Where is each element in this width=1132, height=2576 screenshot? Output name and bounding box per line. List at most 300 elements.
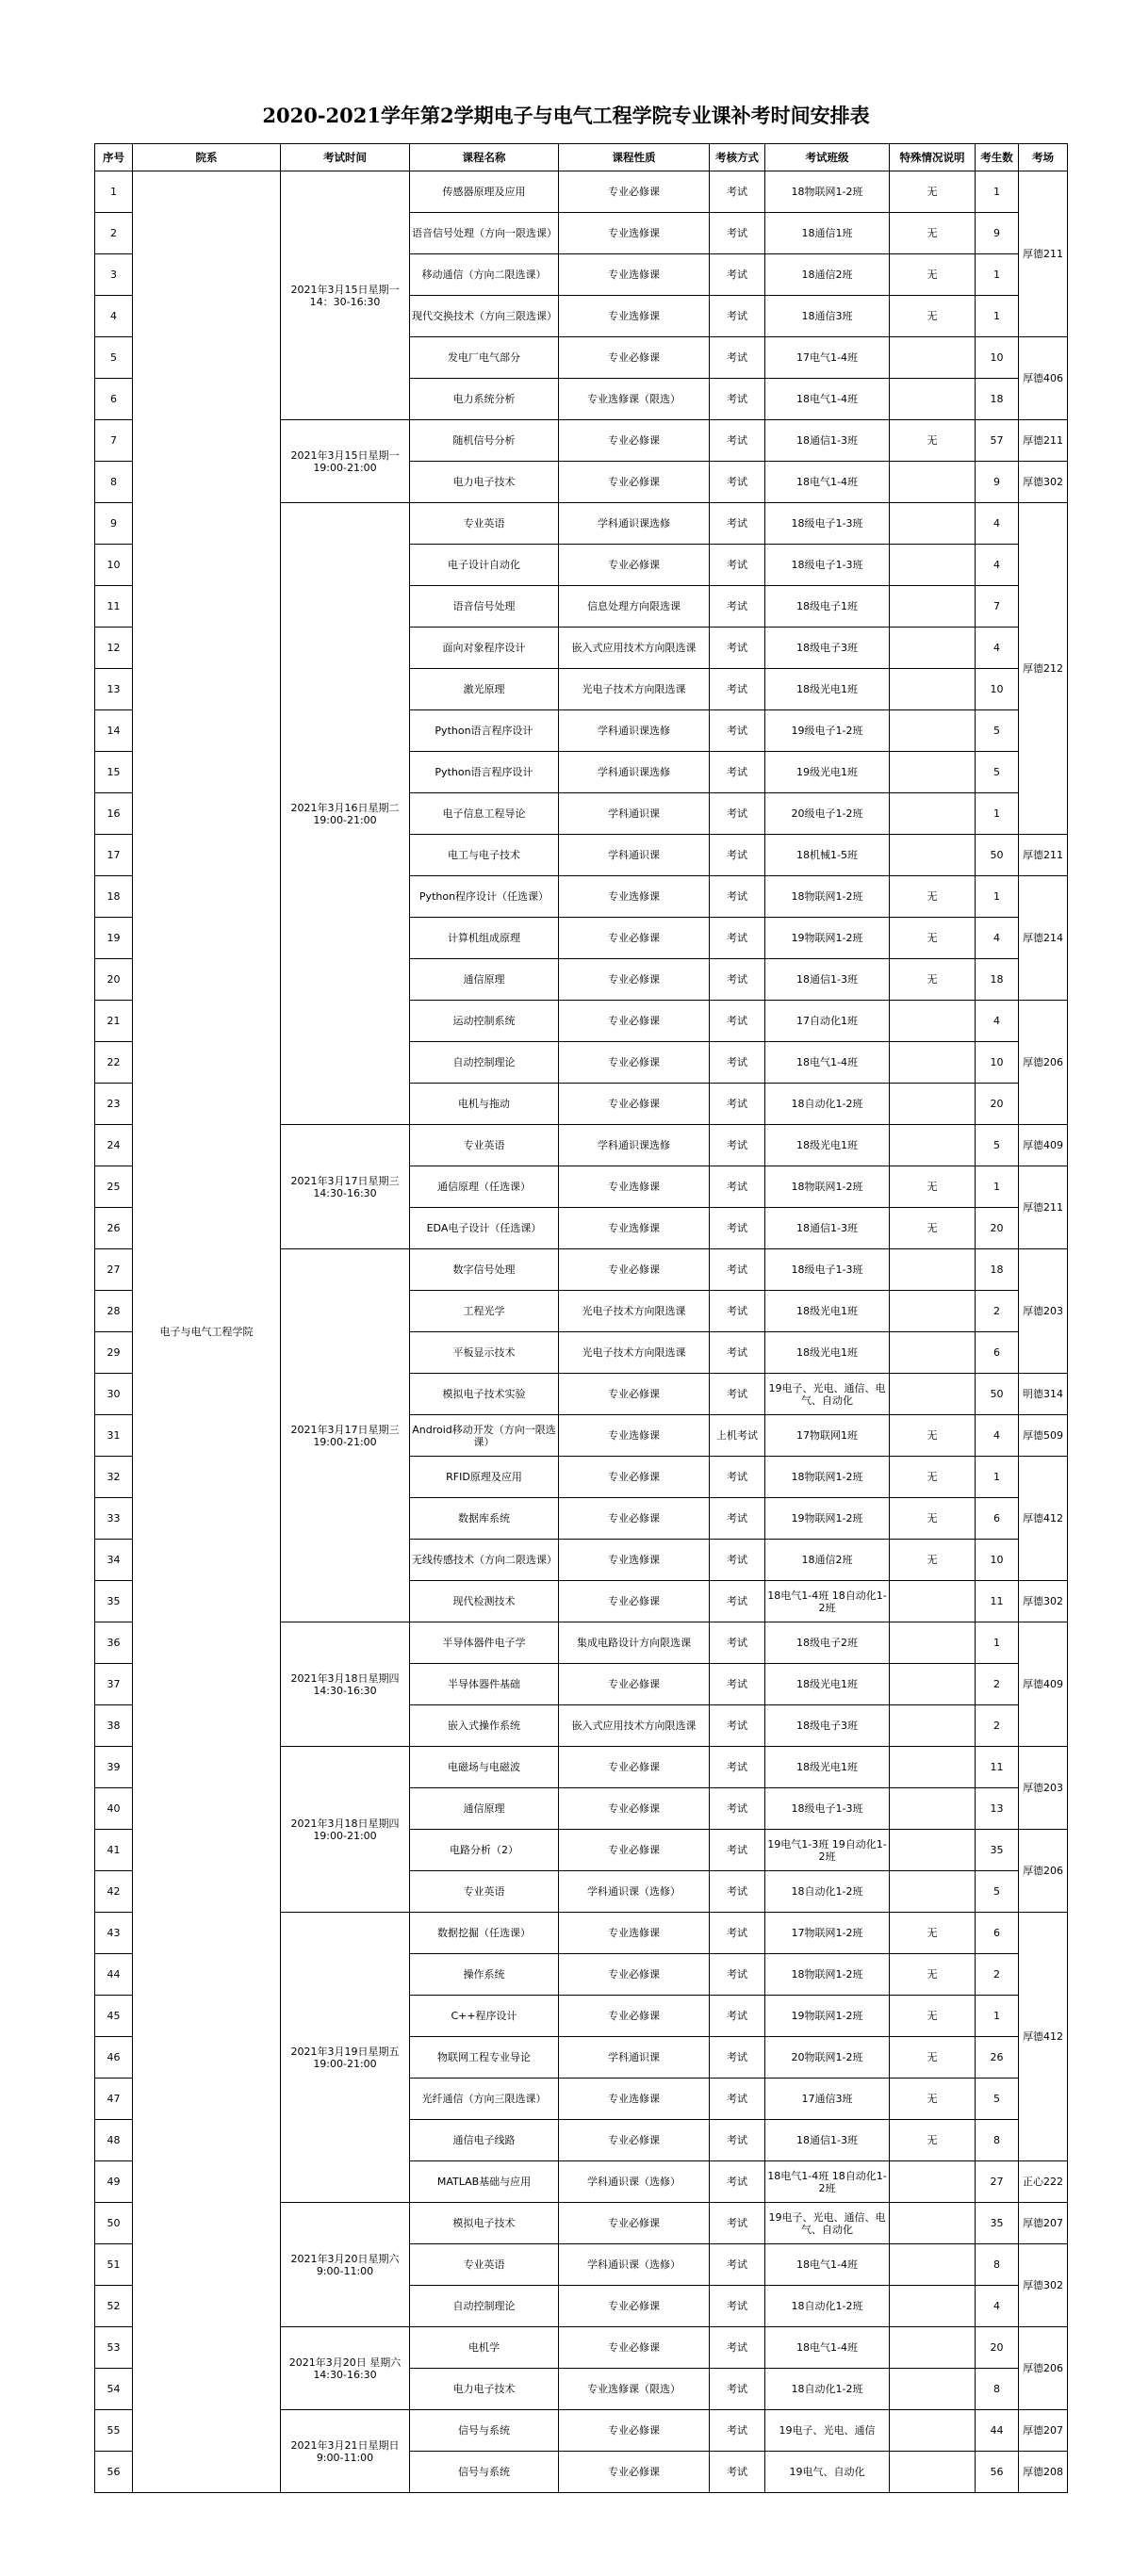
special-note [890,2161,976,2203]
exam-room: 正心222 [1019,2161,1068,2203]
row-index: 10 [95,545,133,586]
course-type: 专业必修课 [559,2286,710,2327]
exam-class: 18级电子1-3班 [765,1249,890,1291]
course-name: MATLAB基础与应用 [410,2161,559,2203]
exam-time-cell: 2021年3月18日星期四 14:30-16:30 [281,1622,410,1747]
row-index: 37 [95,1664,133,1705]
special-note: 无 [890,213,976,254]
special-note [890,628,976,669]
course-name: C++程序设计 [410,1996,559,2037]
exam-class: 20物联网1-2班 [765,2037,890,2079]
student-count: 10 [976,1540,1019,1581]
exam-mode: 考试 [710,545,765,586]
exam-mode: 考试 [710,254,765,296]
row-index: 16 [95,793,133,835]
special-note [890,1249,976,1291]
header-time: 考试时间 [281,144,410,171]
student-count: 5 [976,710,1019,752]
course-type: 专业选修课 [559,876,710,918]
header-class: 考试班级 [765,144,890,171]
exam-mode: 考试 [710,1332,765,1374]
exam-mode: 考试 [710,337,765,379]
special-note: 无 [890,171,976,213]
special-note [890,1747,976,1788]
row-index: 13 [95,669,133,710]
row-index: 50 [95,2203,133,2244]
header-course: 课程名称 [410,144,559,171]
special-note [890,1125,976,1166]
course-type: 学科通识课（选修） [559,2161,710,2203]
exam-room: 厚德206 [1019,2327,1068,2410]
exam-time-cell: 2021年3月16日星期二 19:00-21:00 [281,503,410,1125]
course-type: 专业选修课 [559,2079,710,2120]
course-name: EDA电子设计（任选课） [410,1208,559,1249]
course-type: 专业必修课 [559,959,710,1001]
exam-class: 18物联网1-2班 [765,1954,890,1996]
table-row [95,171,1068,213]
student-count: 5 [976,2079,1019,2120]
student-count: 8 [976,2244,1019,2286]
exam-class: 18自动化1-2班 [765,1871,890,1913]
row-index: 22 [95,1042,133,1084]
course-type: 专业必修课 [559,171,710,213]
course-name: 信号与系统 [410,2452,559,2493]
exam-mode: 考试 [710,876,765,918]
row-index: 53 [95,2327,133,2369]
row-index: 25 [95,1166,133,1208]
exam-mode: 考试 [710,1457,765,1498]
special-note: 无 [890,1540,976,1581]
row-index: 51 [95,2244,133,2286]
exam-class: 18级电子1班 [765,586,890,628]
student-count: 2 [976,1954,1019,1996]
exam-mode: 考试 [710,1830,765,1871]
student-count: 1 [976,1622,1019,1664]
exam-class: 19电子、光电、通信、电气、自动化 [765,2203,890,2244]
special-note: 无 [890,254,976,296]
header-room: 考场 [1019,144,1068,171]
course-name: 通信原理 [410,959,559,1001]
special-note [890,462,976,503]
course-name: 电机学 [410,2327,559,2369]
exam-time-cell: 2021年3月15日星期一 19:00-21:00 [281,420,410,503]
student-count: 50 [976,835,1019,876]
row-index: 29 [95,1332,133,1374]
course-name: 运动控制系统 [410,1001,559,1042]
row-index: 44 [95,1954,133,1996]
exam-time-cell: 2021年3月17日星期三 19:00-21:00 [281,1249,410,1622]
special-note [890,793,976,835]
student-count: 6 [976,1332,1019,1374]
row-index: 21 [95,1001,133,1042]
row-index: 7 [95,420,133,462]
student-count: 4 [976,545,1019,586]
row-index: 55 [95,2410,133,2452]
course-type: 专业选修课 [559,1415,710,1457]
exam-mode: 考试 [710,1125,765,1166]
course-type: 信息处理方向限选课 [559,586,710,628]
special-note: 无 [890,959,976,1001]
student-count: 20 [976,1208,1019,1249]
exam-room: 厚德211 [1019,420,1068,462]
row-index: 18 [95,876,133,918]
special-note [890,1332,976,1374]
exam-room: 厚德207 [1019,2203,1068,2244]
course-name: 嵌入式操作系统 [410,1705,559,1747]
row-index: 15 [95,752,133,793]
exam-mode: 考试 [710,1001,765,1042]
row-index: 11 [95,586,133,628]
student-count: 2 [976,1705,1019,1747]
header-dept: 院系 [133,144,281,171]
course-type: 学科通识课（选修） [559,1871,710,1913]
row-index: 54 [95,2369,133,2410]
exam-class: 18级光电1班 [765,1664,890,1705]
course-type: 专业必修课 [559,1954,710,1996]
student-count: 5 [976,752,1019,793]
course-name: 自动控制理论 [410,1042,559,1084]
exam-mode: 考试 [710,1622,765,1664]
exam-room: 厚德302 [1019,1581,1068,1622]
course-type: 专业选修课 [559,1208,710,1249]
course-type: 专业必修课 [559,545,710,586]
row-index: 5 [95,337,133,379]
row-index: 26 [95,1208,133,1249]
special-note [890,545,976,586]
special-note: 无 [890,2037,976,2079]
course-type: 学科通识课选修 [559,752,710,793]
exam-class: 17自动化1班 [765,1001,890,1042]
student-count: 10 [976,669,1019,710]
course-name: 激光原理 [410,669,559,710]
row-index: 41 [95,1830,133,1871]
course-name: 移动通信（方向二限选课） [410,254,559,296]
exam-mode: 考试 [710,2286,765,2327]
course-type: 学科通识课选修 [559,710,710,752]
special-note [890,503,976,545]
exam-mode: 考试 [710,1291,765,1332]
exam-class: 18级光电1班 [765,669,890,710]
student-count: 11 [976,1581,1019,1622]
exam-mode: 考试 [710,752,765,793]
exam-class: 18电气1-4班 18自动化1-2班 [765,1581,890,1622]
exam-mode: 考试 [710,628,765,669]
exam-room: 厚德208 [1019,2452,1068,2493]
course-type: 学科通识课选修 [559,503,710,545]
exam-mode: 考试 [710,1540,765,1581]
course-name: 模拟电子技术实验 [410,1374,559,1415]
exam-room: 厚德206 [1019,1001,1068,1125]
exam-class: 18电气1-4班 [765,2327,890,2369]
exam-mode: 考试 [710,503,765,545]
row-index: 3 [95,254,133,296]
exam-time-cell: 2021年3月19日星期五 19:00-21:00 [281,1913,410,2203]
course-name: 语音信号处理（方向一限选课） [410,213,559,254]
special-note [890,586,976,628]
special-note [890,379,976,420]
student-count: 10 [976,337,1019,379]
student-count: 1 [976,171,1019,213]
course-name: 电力电子技术 [410,2369,559,2410]
student-count: 27 [976,2161,1019,2203]
exam-mode: 考试 [710,213,765,254]
exam-class: 17物联网1-2班 [765,1913,890,1954]
special-note: 无 [890,296,976,337]
row-index: 17 [95,835,133,876]
exam-time-cell: 2021年3月20日星期六 9:00-11:00 [281,2203,410,2327]
exam-class: 18自动化1-2班 [765,2369,890,2410]
course-name: 通信电子线路 [410,2120,559,2161]
row-index: 28 [95,1291,133,1332]
course-name: 通信原理（任选课） [410,1166,559,1208]
exam-mode: 考试 [710,2120,765,2161]
course-name: 数据库系统 [410,1498,559,1540]
row-index: 8 [95,462,133,503]
row-index: 30 [95,1374,133,1415]
special-note [890,337,976,379]
exam-mode: 考试 [710,1996,765,2037]
course-name: 工程光学 [410,1291,559,1332]
exam-class: 18自动化1-2班 [765,2286,890,2327]
course-type: 专业必修课 [559,1747,710,1788]
exam-class: 18自动化1-2班 [765,1084,890,1125]
exam-room: 厚德406 [1019,337,1068,420]
student-count: 1 [976,296,1019,337]
course-name: 信号与系统 [410,2410,559,2452]
exam-mode: 考试 [710,669,765,710]
course-type: 专业必修课 [559,1996,710,2037]
course-name: Android移动开发（方向一限选课） [410,1415,559,1457]
special-note [890,2203,976,2244]
special-note [890,2327,976,2369]
course-name: 通信原理 [410,1788,559,1830]
course-type: 专业选修课 [559,213,710,254]
course-name: 专业英语 [410,503,559,545]
exam-class: 19级电子1-2班 [765,710,890,752]
exam-room: 厚德203 [1019,1249,1068,1374]
course-name: 现代交换技术（方向三限选课） [410,296,559,337]
special-note [890,2452,976,2493]
exam-room: 厚德412 [1019,1457,1068,1581]
course-type: 专业必修课 [559,2120,710,2161]
course-name: 无线传感技术（方向二限选课） [410,1540,559,1581]
exam-mode: 考试 [710,2079,765,2120]
course-type: 集成电路设计方向限选课 [559,1622,710,1664]
course-type: 专业选修课 [559,1166,710,1208]
exam-class: 18级电子2班 [765,1622,890,1664]
exam-class: 18级光电1班 [765,1291,890,1332]
exam-mode: 考试 [710,296,765,337]
student-count: 1 [976,793,1019,835]
student-count: 35 [976,1830,1019,1871]
exam-time-cell: 2021年3月18日星期四 19:00-21:00 [281,1747,410,1913]
course-name: 现代检测技术 [410,1581,559,1622]
special-note [890,2369,976,2410]
exam-class: 18通信2班 [765,254,890,296]
exam-class: 18通信3班 [765,296,890,337]
course-type: 专业必修课 [559,2203,710,2244]
exam-room: 厚德509 [1019,1415,1068,1457]
course-name: 自动控制理论 [410,2286,559,2327]
course-type: 专业必修课 [559,1042,710,1084]
course-type: 专业必修课 [559,1830,710,1871]
special-note [890,1084,976,1125]
student-count: 13 [976,1788,1019,1830]
exam-mode: 考试 [710,2203,765,2244]
exam-mode: 考试 [710,835,765,876]
course-type: 专业必修课 [559,420,710,462]
course-name: 语音信号处理 [410,586,559,628]
course-name: 电力电子技术 [410,462,559,503]
student-count: 1 [976,1166,1019,1208]
special-note [890,669,976,710]
course-name: Python程序设计（任选课） [410,876,559,918]
course-type: 学科通识课选修 [559,1125,710,1166]
exam-class: 18通信1-3班 [765,420,890,462]
special-note: 无 [890,2120,976,2161]
student-count: 4 [976,2286,1019,2327]
student-count: 6 [976,1498,1019,1540]
course-name: 电机与拖动 [410,1084,559,1125]
course-name: 数据挖掘（任选课） [410,1913,559,1954]
student-count: 50 [976,1374,1019,1415]
row-index: 56 [95,2452,133,2493]
course-type: 专业必修课 [559,2452,710,2493]
exam-class: 18电气1-4班 [765,462,890,503]
course-name: Python语言程序设计 [410,752,559,793]
student-count: 10 [976,1042,1019,1084]
course-name: 面向对象程序设计 [410,628,559,669]
course-type: 光电子技术方向限选课 [559,1332,710,1374]
row-index: 45 [95,1996,133,2037]
exam-mode: 考试 [710,2327,765,2369]
special-note [890,2410,976,2452]
exam-mode: 考试 [710,1581,765,1622]
course-type: 嵌入式应用技术方向限选课 [559,1705,710,1747]
row-index: 27 [95,1249,133,1291]
course-name: 电子信息工程导论 [410,793,559,835]
exam-class: 18物联网1-2班 [765,876,890,918]
exam-class: 18通信1班 [765,213,890,254]
exam-class: 19物联网1-2班 [765,1498,890,1540]
row-index: 24 [95,1125,133,1166]
student-count: 4 [976,918,1019,959]
exam-class: 19电子、光电、通信、电气、自动化 [765,1374,890,1415]
special-note [890,1581,976,1622]
course-name: 半导体器件基础 [410,1664,559,1705]
exam-class: 18通信1-3班 [765,2120,890,2161]
row-index: 34 [95,1540,133,1581]
exam-class: 18电气1-4班 [765,379,890,420]
exam-mode: 考试 [710,1747,765,1788]
student-count: 56 [976,2452,1019,2493]
exam-room: 厚德207 [1019,2410,1068,2452]
student-count: 9 [976,462,1019,503]
exam-class: 19电气、自动化 [765,2452,890,2493]
course-type: 专业必修课 [559,1457,710,1498]
page-title: 2020-2021学年第2学期电子与电气工程学院专业课补考时间安排表 [262,104,870,127]
row-index: 9 [95,503,133,545]
row-index: 1 [95,171,133,213]
row-index: 40 [95,1788,133,1830]
course-name: 电子设计自动化 [410,545,559,586]
special-note [890,1788,976,1830]
student-count: 20 [976,1084,1019,1125]
exam-class: 19级光电1班 [765,752,890,793]
student-count: 4 [976,503,1019,545]
course-name: 平板显示技术 [410,1332,559,1374]
student-count: 35 [976,2203,1019,2244]
course-type: 专业必修课 [559,2327,710,2369]
exam-class: 17电气1-4班 [765,337,890,379]
special-note [890,710,976,752]
student-count: 4 [976,1415,1019,1457]
row-index: 46 [95,2037,133,2079]
course-name: 半导体器件电子学 [410,1622,559,1664]
row-index: 48 [95,2120,133,2161]
header-type: 课程性质 [559,144,710,171]
exam-mode: 考试 [710,420,765,462]
course-type: 专业必修课 [559,1001,710,1042]
course-type: 专业必修课 [559,1374,710,1415]
course-type: 学科通识课（选修） [559,2244,710,2286]
course-type: 专业必修课 [559,462,710,503]
course-type: 学科通识课 [559,793,710,835]
special-note [890,1291,976,1332]
exam-time-cell: 2021年3月17日星期三 14:30-16:30 [281,1125,410,1249]
exam-schedule-table [94,143,1068,2493]
course-name: 电路分析（2） [410,1830,559,1871]
exam-mode: 考试 [710,2161,765,2203]
row-index: 20 [95,959,133,1001]
course-name: 操作系统 [410,1954,559,1996]
student-count: 4 [976,1001,1019,1042]
header-row [95,144,1068,171]
exam-mode: 考试 [710,1208,765,1249]
exam-class: 17通信3班 [765,2079,890,2120]
course-type: 专业必修课 [559,918,710,959]
student-count: 5 [976,1871,1019,1913]
exam-time-cell: 2021年3月20日 星期六 14:30-16:30 [281,2327,410,2410]
exam-mode: 考试 [710,2452,765,2493]
exam-mode: 考试 [710,1954,765,1996]
row-index: 12 [95,628,133,669]
special-note [890,1705,976,1747]
row-index: 35 [95,1581,133,1622]
course-name: 数字信号处理 [410,1249,559,1291]
exam-class: 18级电子1-3班 [765,1788,890,1830]
special-note [890,1871,976,1913]
student-count: 44 [976,2410,1019,2452]
student-count: 6 [976,1913,1019,1954]
student-count: 1 [976,254,1019,296]
student-count: 2 [976,1664,1019,1705]
course-type: 专业必修课 [559,1249,710,1291]
special-note [890,752,976,793]
course-type: 专业必修课 [559,1664,710,1705]
course-type: 专业必修课 [559,337,710,379]
exam-class: 19物联网1-2班 [765,1996,890,2037]
course-name: 随机信号分析 [410,420,559,462]
exam-class: 18级光电1班 [765,1332,890,1374]
row-index: 52 [95,2286,133,2327]
exam-room: 厚德203 [1019,1747,1068,1830]
exam-mode: 上机考试 [710,1415,765,1457]
special-note: 无 [890,2079,976,2120]
row-index: 4 [95,296,133,337]
course-type: 专业选修课 [559,1540,710,1581]
special-note [890,1001,976,1042]
